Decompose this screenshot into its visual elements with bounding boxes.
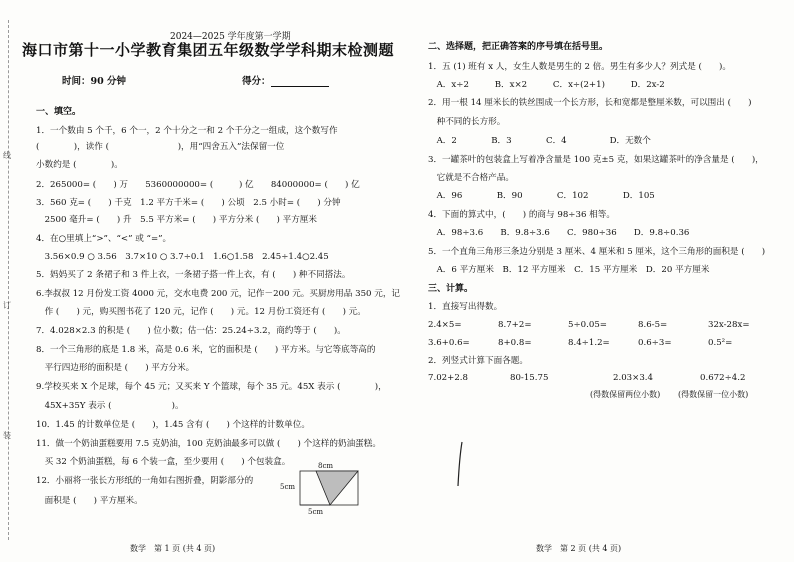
choice-options: A．2 B．3 C．4 D．无数个 <box>428 136 651 146</box>
gutter-mark: 订 <box>3 301 11 310</box>
vertical-calc-item: 2.03×3.4 <box>613 373 654 383</box>
question-line: 11．做一个奶油蛋糕要用 7.5 克奶油，100 克奶油最多可以做 ( ) 个这样的奶油蛋糕。 <box>36 439 381 449</box>
calc-item: 2.4×5= <box>428 320 462 330</box>
exam-title: 海口市第十一小学教育集团五年级数学学科期末检测题 <box>22 41 395 59</box>
rounding-note: (得数保留两位小数) <box>590 390 661 399</box>
calc1-title: 1．直接写出得数。 <box>428 302 503 312</box>
question-line: 3．560 克= ( ) 千克 1.2 平方千米= ( ) 公顷 2.5 小时= ( ) 分钟 <box>36 198 341 208</box>
calc-item: 32x-28x= <box>708 320 750 330</box>
question-line: 2．265000= ( ) 万 5360000000= ( ) 亿 84000000= ( ) 亿 <box>36 180 360 190</box>
binding-line <box>8 20 9 540</box>
choice-line: 1．五 (1) 班有 x 人，女生人数是男生的 2 倍。男生有多少人？列式是 ( )。 <box>428 62 732 72</box>
question-line: 小数约是 ( )。 <box>36 160 123 170</box>
score-label: 得分： <box>242 76 271 87</box>
rounding-note: (得数保留一位小数) <box>678 390 749 399</box>
figure-label-left: 5cm <box>280 483 296 491</box>
section-1-heading: 一、填空。 <box>36 107 82 117</box>
calc2-title: 2．列竖式计算下面各题。 <box>428 356 528 366</box>
choice-line: 种不同的长方形。 <box>428 117 506 127</box>
question-line: 平行四边形的面积是 ( ) 平方分米。 <box>36 363 195 373</box>
calc-item: 3.6+0.6= <box>428 338 470 348</box>
calc-item: 8.6-5= <box>638 320 668 330</box>
choice-line: 3．一罐茶叶的包装盒上写着净含量是 100 克±5 克，如果这罐茶叶的净含量是 ( )， <box>428 155 764 165</box>
choice-options: A．98÷3.6 B．9.8÷3.6 C．980÷36 D．9.8÷0.36 <box>428 228 690 238</box>
term-line: 2024—2025 学年度第一学期 <box>170 32 291 42</box>
vertical-calc-item: 7.02+2.8 <box>428 373 469 383</box>
calc-item: 8.7+2= <box>498 320 532 330</box>
calc-item: 5÷0.05= <box>568 320 608 330</box>
question-line: 买 32 个奶油蛋糕，每 6 个装一盒，至少要用 ( ) 个包装盒。 <box>36 457 291 467</box>
gutter-mark: 线 <box>3 151 11 160</box>
section-3-heading: 三、计算。 <box>428 284 474 294</box>
choice-options: A．96 B．90 C．102 D．105 <box>428 191 655 201</box>
choice-line: 5．一个直角三角形三条边分别是 3 厘米、4 厘米和 5 厘米，这个三角形的面积是 ( ) <box>428 247 766 257</box>
score-blank <box>271 77 329 87</box>
calc-item: 8.4÷1.2= <box>568 338 610 348</box>
choice-options: A．x÷2 B．x×2 C．x÷(2+1) D．2x-2 <box>428 80 665 90</box>
calc-item: 8+0.8= <box>498 338 532 348</box>
gutter-mark: 装 <box>3 431 11 440</box>
choice-line: 它就是不合格产品。 <box>428 173 514 183</box>
binding-gutter <box>0 0 20 562</box>
folded-paper-figure <box>278 462 370 517</box>
pen-stroke-mark <box>454 440 468 490</box>
calc-item: 0.6÷3= <box>638 338 672 348</box>
question-line: 3.56×0.9 ○ 3.56 3.7×10 ○ 3.7÷0.1 1.6○1.58 2.45÷1.4○2.45 <box>36 252 329 262</box>
vertical-calc-item: 0.672÷4.2 <box>700 373 746 383</box>
section-2-heading: 二、选择题，把正确答案的序号填在括号里。 <box>428 42 609 52</box>
question-line: 8．一个三角形的底是 1.8 米，高是 0.6 米，它的面积是 ( ) 平方米。与它等底等高的 <box>36 345 376 355</box>
page-footer: 数学 第 2 页 (共 4 页) <box>536 544 622 553</box>
question-line: 2500 毫升= ( ) 升 5.5 平方米= ( ) 平方分米 ( ) 平方厘米 <box>36 215 317 225</box>
figure-label-bottom: 5cm <box>308 508 324 516</box>
question-line: 4．在○里填上“>”、“<” 或 “=”。 <box>36 234 172 244</box>
score-field <box>242 76 329 87</box>
figure-label-top: 8cm <box>318 462 334 470</box>
page-footer: 数学 第 1 页 (共 4 页) <box>130 544 216 553</box>
question-line: 面积是 ( ) 平方厘米。 <box>36 496 143 506</box>
question-line: 6.李叔叔 12 月份发工资 4000 元，交水电费 200 元，记作－200 元。买厨房用品 350 元，记 <box>36 289 401 299</box>
choice-line: 4．下面的算式中，( ) 的商与 98÷36 相等。 <box>428 210 615 220</box>
choice-options: A．6 平方厘米 B．12 平方厘米 C．15 平方厘米 D．20 平方厘米 <box>428 265 710 275</box>
question-line: ( )，读作 ( )，用“四舍五入”法保留一位 <box>36 142 285 152</box>
question-line: 1．一个数由 5 个千，6 个一，2 个十分之一和 2 个千分之一组成，这个数写作 <box>36 126 338 136</box>
time-label: 时间：90 分钟 <box>62 76 127 87</box>
question-line: 7．4.028×2.3 的积是 ( ) 位小数；估一估：25.24÷3.2，商约等于 ( )。 <box>36 326 346 336</box>
question-line: 12．小丽将一张长方形纸的一角如右图折叠，阴影部分的 <box>36 476 254 486</box>
calc-item: 0.5²= <box>708 338 733 348</box>
vertical-calc-item: 80-15.75 <box>510 373 549 383</box>
question-line: 9.学校买来 X 个足球，每个 45 元；又买来 Y 个篮球，每个 35 元。45X 表示 ( )， <box>36 382 387 392</box>
question-line: 45X+35Y 表示 ( )。 <box>36 401 184 411</box>
question-line: 5．妈妈买了 2 条裙子和 3 件上衣，一条裙子搭一件上衣，有 ( ) 种不同搭法。 <box>36 270 351 280</box>
question-line: 10．1.45 的计数单位是 ( )，1.45 含有 ( ) 个这样的计数单位。 <box>36 420 310 430</box>
choice-line: 2．用一根 14 厘米长的铁丝围成一个长方形，长和宽都是整厘米数，可以围出 ( ) <box>428 98 752 108</box>
question-line: 作 ( ) 元，购买图书花了 120 元，记作 ( ) 元。12 月份工资还有 ( ) 元。 <box>36 307 366 317</box>
